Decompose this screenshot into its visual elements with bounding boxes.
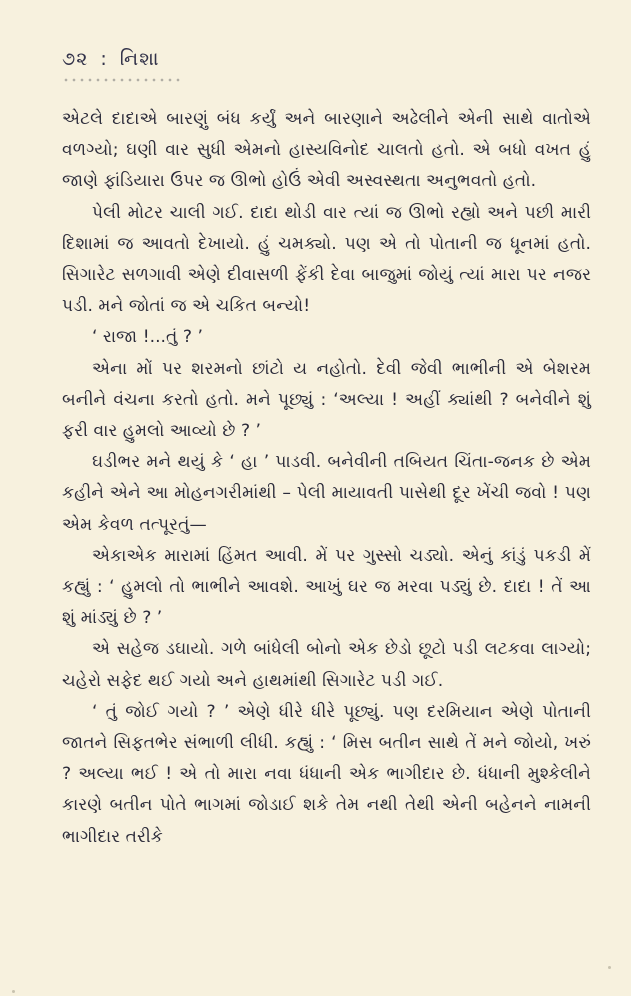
paragraph: ઘડીભર મને થયું કે ‘ હા ’ પાડવી. બનેવીની તબિયત ચિંતા-જનક છે એમ કહીને એને આ મોહનગરીમાંથી – પેલી માયાવતી પાસેથી દૂર ખેંચી જવો ! પણ એમ કેવળ તત્પૂરતું— [62,452,591,535]
paragraph: એકાએક મારામાં હિંમત આવી. મેં પર ગુસ્સો ચડ્યો. એનું કાંડું પકડી મેં કહ્યું : ‘ હુમલો તો ભાભીને આવશે. આખું ઘર જ મરવા પડ્યું છે. દાદા ! તેં આ શું માંડ્યું છે ? ’ [62,545,591,629]
paper-speck [608,966,611,969]
paragraph: ‘ રાજા !...તું ? ’ [92,327,203,348]
paragraph: પેલી મોટર ચાલી ગઈ. દાદા થોડી વાર ત્યાં જ ઊભો રહ્યો અને પછી મારી દિશામાં જ આવતો દેખાયો. હું ચમક્યો. પણ એ તો પોતાની જ ધૂનમાં હતો. સિગારેટ સળગાવી એણે દીવાસળી ફેંકી દેવા બાજુમાં જોયું ત્યાં મારા પર નજર પડી. મને જોતાં જ એ ચકિત બન્યો! [62,202,591,317]
page-header [62,48,591,70]
page-number: ૭૨ [62,48,89,70]
paragraph: એ સહેજ ડઘાયો. ગળે બાંધેલી બોનો એક છેડો છૂટો પડી લટકવા લાગ્યો; ચહેરો સફેદ થઈ ગયો અને હાથમાંથી સિગારેટ પડી ગઈ. [62,639,591,691]
header-separator: : [100,48,108,70]
body-text [62,104,591,853]
paragraph: એના મોં પર શરમનો છાંટો ય નહોતો. દેવી જેવી ભાભીની એ બેશરમ બનીને વંચના કરતો હતો. મને પૂછ્યું : ‘અલ્યા ! અહીં ક્યાંથી ? બનેવીને શું ફરી વાર હુમલો આવ્યો છે ? ’ [62,358,591,442]
header-decorative-rule [62,76,180,84]
paragraph: ‘ તું જોઈ ગયો ? ’ એણે ધીરે ધીરે પૂછ્યું. પણ દરમિયાન એણે પોતાની જાતને સિફતભેર સંભાળી લીધી. કહ્યું : ‘ મિસ બતીન સાથે તેં મને જોયો, ખરું ? અલ્યા ભઈ ! એ તો મારા નવા ધંધાની એક ભાગીદાર છે. ધંધાની મુશ્કેલીને કારણે બતીન પોતે ભાગમાં જોડાઈ શકે તેમ નથી તેથી એની બહેનને નામની ભાગીદાર તરીકે [62,701,591,847]
paragraph: એટલે દાદાએ બારણું બંધ કર્યું અને બારણાને અઢેલીને એની સાથે વાતોએ વળગ્યો; ઘણી વાર સુધી એમનો હાસ્યવિનોદ ચાલતો હતો. એ બધો વખત હું જાણે ફાંડિયારા ઉપર જ ઊભો હોઉં એવી અસ્વસ્થતા અનુભવતો હતો. [62,109,591,192]
paper-speck [12,990,15,993]
running-title: નિશા [119,48,160,70]
